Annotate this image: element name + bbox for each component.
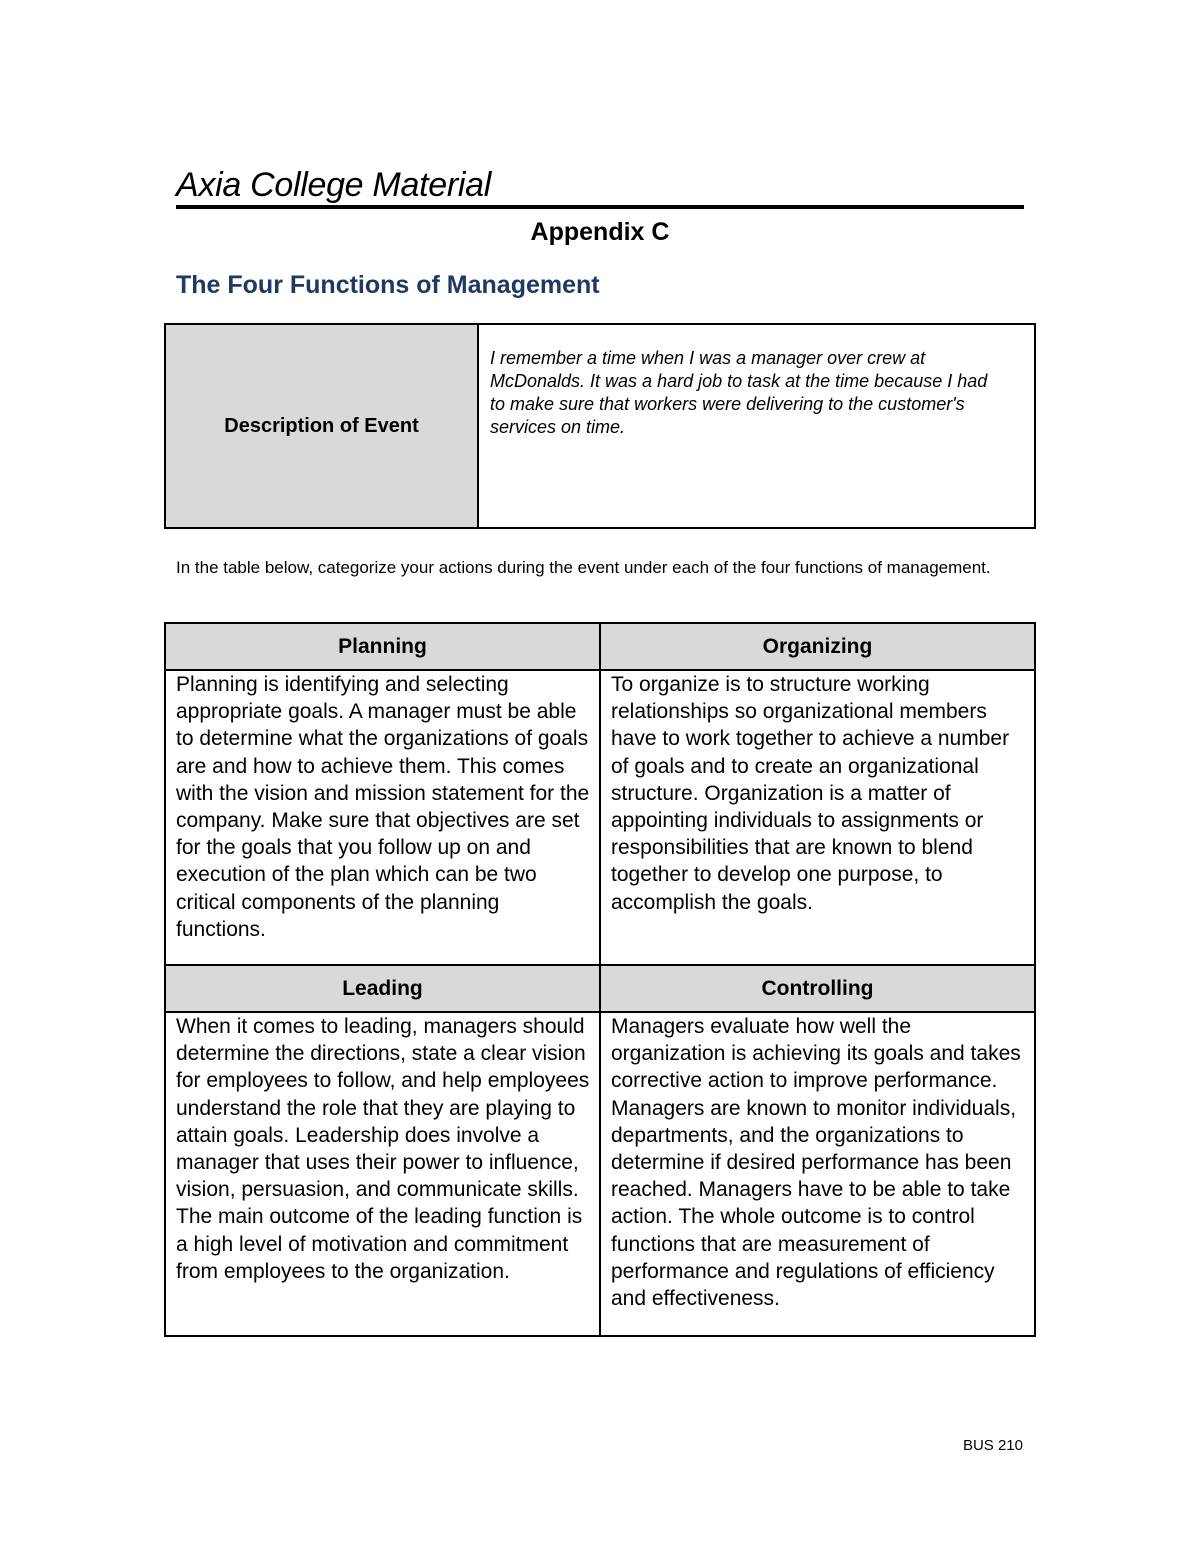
functions-header-row [165,623,1035,670]
leading-header: Leading [165,965,600,1012]
section-title: The Four Functions of Management [176,271,600,299]
planning-header: Planning [165,623,600,670]
planning-body: Planning is identifying and selecting appropriate goals. A manager must be able to determine what the organizations of goals are and how to achieve them. This comes with the vision and mission statement for the company. Make sure that objectives are set for the goals that you follow up on and execution of the plan which can be two critical components of the planning functions. [165,670,600,965]
functions-table [164,622,1036,1337]
controlling-header: Controlling [600,965,1035,1012]
footer-course-code: BUS 210 [962,1437,1023,1454]
instruction-text: In the table below, categorize your actions during the event under each of the four functions of management. [176,558,991,577]
event-label-cell [165,324,478,528]
organizing-body: To organize is to structure working relationships so organizational members have to work together to achieve a number of goals and to create an organizational structure. Organization is a matter of appointing individuals to assignments or responsibilities that are known to blend together to develop one purpose, to accomplish the goals. [600,670,1035,965]
functions-header-row [165,965,1035,1012]
header-divider [176,205,1024,209]
event-table [164,323,1036,529]
functions-body-row [165,670,1035,965]
leading-body: When it comes to leading, managers should determine the directions, state a clear vision for employees to follow, and help employees understand the role that they are playing to attain goals. Leadership does involve a manager that uses their power to influence, vision, persuasion, and communicate skills. The main outcome of the leading function is a high level of motivation and commitment from employees to the organization. [165,1012,600,1336]
event-description: I remember a time when I was a manager over crew at McDonalds. It was a hard job to task at the time because I had to make sure that workers were delivering to the customer's services on time. [490,348,988,437]
appendix-label: Appendix C [530,218,670,246]
event-row [165,324,1035,528]
event-label: Description of Event [224,414,419,437]
organizing-header: Organizing [600,623,1035,670]
event-description-cell [478,324,1035,528]
document-header-title: Axia College Material [176,166,491,204]
functions-body-row [165,1012,1035,1336]
controlling-body: Managers evaluate how well the organization is achieving its goals and takes corrective action to improve performance. Managers are known to monitor individuals, departments, and the organizations to determine if desired performance has been reached. Managers have to be able to take action. The whole outcome is to control functions that are measurement of performance and regulations of efficiency and effectiveness. [600,1012,1035,1336]
